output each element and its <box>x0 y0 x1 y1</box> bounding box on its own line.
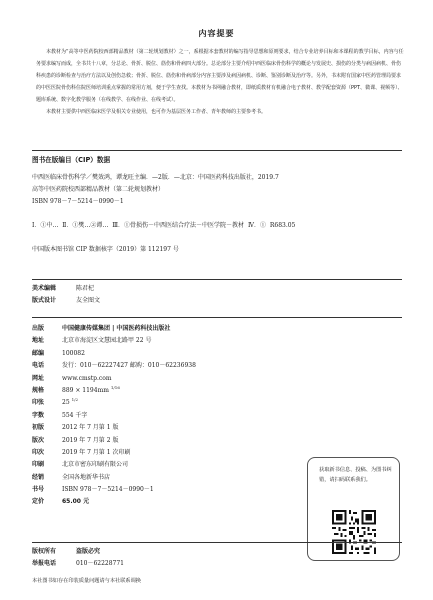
summary-paragraph-1: 本教材为“高等中医药院校西部精品教材（第二轮规划教材）之一，系根据本套教材的编写指导思想和原则要求，结合专业培养目标和本课程的教学目标，内容与任务要求编写而成，全书共十八章，分总论、骨折、脱位、筋伤和骨病四大部分。总论部分主要介绍中西医临床骨伤科学的概论与发展史、损伤的分类与病因病机、骨伤科疾患的诊断检查与治疗方法以及创伤急救；骨折、脱位、筋伤和骨病部分内容主要涉及病因病机、诊断、鉴别诊断及治疗等。另外，书末附有国家中医药管理局要求的中医医院骨伤科住院医师培训重点掌握的常用方剂，便于学生查找。本教材为书网融合教材，即纸质教材有机融合电子教材、教学配套资源（PPT、微课、视频等）、题库系统、数字化教学服务（在线教学、在线作业、在线考试）。 <box>36 49 404 103</box>
price-value: 65.00 元 <box>62 498 90 506</box>
pub-label: 初版 <box>32 424 45 432</box>
report-phone: 010－62228771 <box>76 560 124 567</box>
pub-value: www.cmstp.com <box>62 374 112 382</box>
pub-label: 规格 <box>32 386 45 394</box>
quality-note: 本社图书如存在印装质量问题请与本社联系调换 <box>32 578 141 584</box>
pub-row <box>32 484 196 496</box>
divider-middle <box>32 279 402 280</box>
qr-caption: 获取新书信息、投稿、为图书纠错，请扫码联系我们。 <box>319 467 392 483</box>
pub-value: 发行：010－62227427 邮购：010－62236938 <box>62 362 196 370</box>
qr-code-icon <box>332 510 376 554</box>
cip-isbn-line: ISBN 978－7－5214－0990－1 <box>32 198 124 205</box>
pub-row <box>32 496 196 508</box>
pub-value: 中国健康传媒集团 | 中国医药科技出版社 <box>62 325 171 332</box>
rights-block <box>32 546 124 570</box>
pub-value <box>62 385 120 394</box>
summary-text <box>36 46 404 118</box>
cip-data <box>32 172 402 256</box>
publication-info <box>32 323 196 509</box>
pub-value: 2019 年 7 月第 1 次印刷 <box>62 448 131 456</box>
pub-row <box>32 385 196 397</box>
pub-row <box>32 410 196 422</box>
pub-row <box>32 373 196 385</box>
pub-value-sup: 1/16 <box>110 384 120 390</box>
qr-contact-box <box>307 457 400 561</box>
credits-block <box>32 283 100 307</box>
pub-row <box>32 472 196 484</box>
pub-label: 经销 <box>32 473 45 481</box>
pub-label: 地址 <box>32 337 45 345</box>
pub-label: 网址 <box>32 374 45 382</box>
rights-row <box>32 546 124 558</box>
credit-value: 陈君杞 <box>76 285 95 292</box>
cip-heading: 图书在版编目（CIP）数据 <box>32 156 111 164</box>
pub-label: 定价 <box>32 498 45 506</box>
summary-title: 内容提要 <box>198 29 235 38</box>
pub-label: 字数 <box>32 411 45 419</box>
pub-value: 2019 年 7 月第 2 版 <box>62 436 119 444</box>
pub-value: 全国各地新华书店 <box>62 473 111 481</box>
pub-value: ISBN 978－7－5214－0990－1 <box>62 486 154 494</box>
pub-row <box>32 447 196 459</box>
pub-value <box>62 397 78 406</box>
pub-row <box>32 435 196 447</box>
pub-row <box>32 360 196 372</box>
divider-top <box>32 150 402 151</box>
cip-record-line: 中国版本图书馆 CIP 数据核字（2019）第 112197 号 <box>32 246 179 253</box>
pub-label: 版次 <box>32 436 45 444</box>
rights-value: 盗版必究 <box>76 548 101 555</box>
pub-row <box>32 348 196 360</box>
pub-label: 印次 <box>32 448 45 456</box>
cip-classification-line: Ⅰ．①中… Ⅱ．①樊…②谭… Ⅲ．①骨损伤－中西医结合疗法－中医学院－教材 Ⅳ．① R683.05 <box>32 222 296 229</box>
divider-credits <box>32 317 402 318</box>
pub-label: 书号 <box>32 486 45 494</box>
credit-value: 友全图文 <box>76 297 101 304</box>
pub-value: 北京市海淀区文慧园北路甲 22 号 <box>62 337 152 345</box>
pub-value-sup: 1/2 <box>71 397 78 403</box>
cip-series-line: 高等中医药院校西部精品教材（第二轮规划教材） <box>32 186 165 193</box>
credit-label: 版式设计 <box>32 297 57 304</box>
pub-label: 印张 <box>32 399 45 407</box>
rights-label: 举报电话 <box>32 560 57 567</box>
pub-label: 印刷 <box>32 461 45 469</box>
credit-row <box>32 295 100 307</box>
rights-label: 版权所有 <box>32 548 57 555</box>
pub-row <box>32 323 196 335</box>
summary-paragraph-2: 本教材主要供中西医临床医学及相关专业使用，也可作为基层医务工作者、青年教师的主要参考书。 <box>46 109 267 115</box>
pub-label: 邮编 <box>32 349 45 357</box>
pub-value: 北京市密东印刷有限公司 <box>62 461 129 469</box>
divider-bottom <box>32 542 402 543</box>
credit-row <box>32 283 100 295</box>
pub-value-main: 25 <box>62 399 70 407</box>
cip-title-line: 中西医临床骨伤科学／樊效鸿，谭龙旺主编．—2版．—北京：中国医药科技出版社，2019.7 <box>32 174 279 181</box>
pub-row <box>32 459 196 471</box>
rights-row <box>32 558 124 570</box>
pub-value: 2012 年 7 月第 1 版 <box>62 424 119 432</box>
pub-row <box>32 397 196 409</box>
pub-value: 100082 <box>62 349 85 357</box>
pub-value: 554 千字 <box>62 411 88 419</box>
credit-label: 美术编辑 <box>32 285 57 292</box>
pub-label: 电话 <box>32 362 45 370</box>
pub-row <box>32 422 196 434</box>
pub-row <box>32 335 196 347</box>
pub-value-main: 889 × 1194mm <box>62 386 109 394</box>
pub-label: 出版 <box>32 325 45 332</box>
